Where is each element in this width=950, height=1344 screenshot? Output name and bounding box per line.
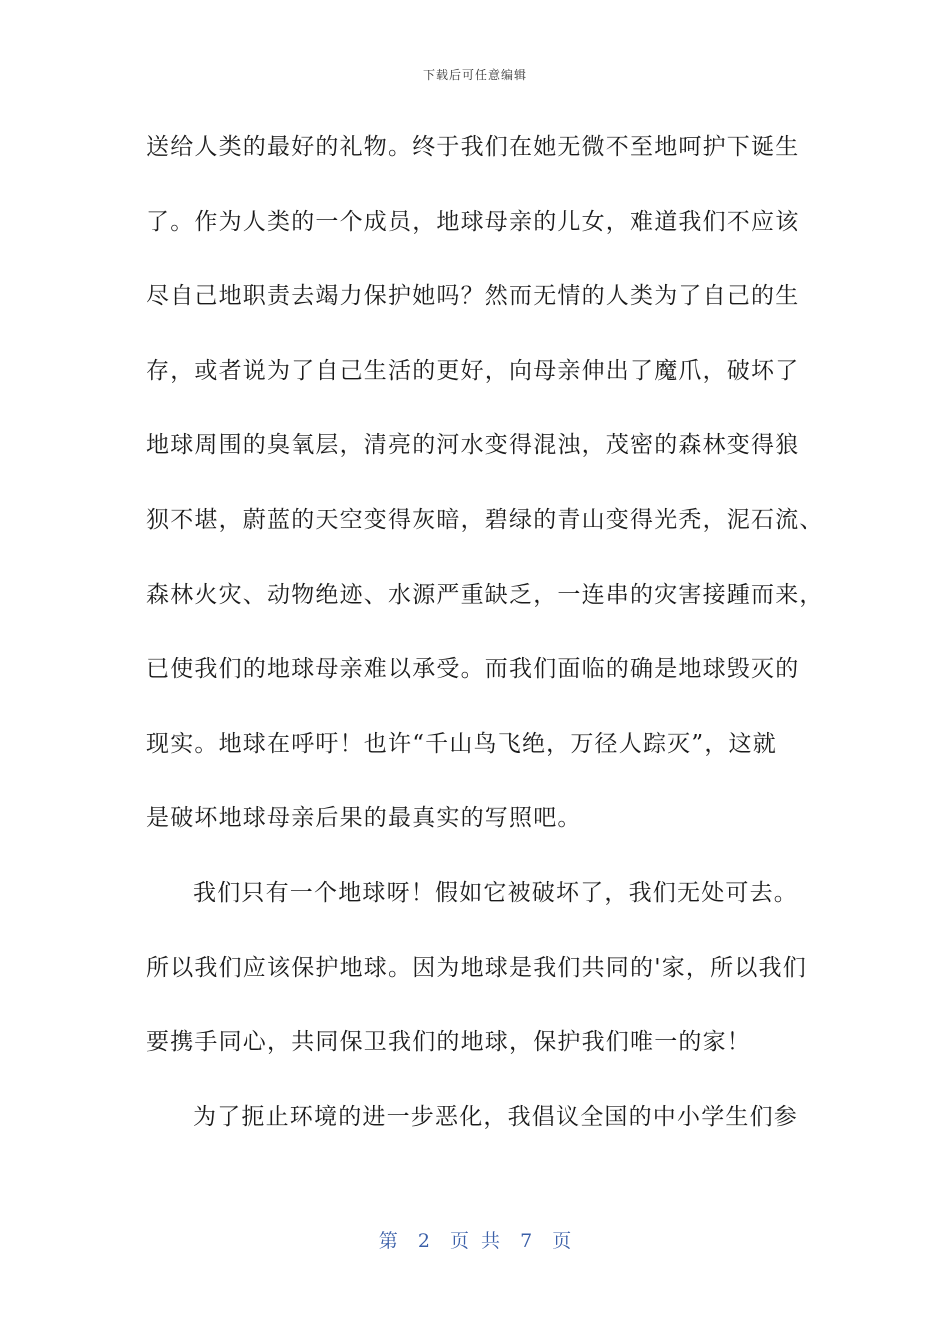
- page-label-mid: 页 共: [449, 1230, 501, 1252]
- text-line: 狈不堪，蔚蓝的天空变得灰暗，碧绿的青山变得光秃，泥石流、: [146, 506, 824, 533]
- text-line: 存，或者说为了自己生活的更好，向母亲伸出了魔爪，破坏了: [146, 357, 800, 384]
- page-header-note: 下载后可任意编辑: [422, 68, 527, 82]
- paragraph-start-line: 为了扼止环境的进一步恶化，我倡议全国的中小学生们参: [193, 1103, 798, 1130]
- text-line: 送给人类的最好的礼物。终于我们在她无微不至地呵护下诞生: [146, 134, 800, 160]
- text-line: 尽自己地职责去竭力保护她吗？然而无情的人类为了自己的生: [146, 283, 800, 310]
- text-line: 已使我们的地球母亲难以承受。而我们面临的确是地球毁灭的: [146, 656, 800, 683]
- total-page-count: 7: [520, 1230, 533, 1252]
- text-line: 现实。地球在呼吁！也许“千山鸟飞绝，万径人踪灭”，这就: [146, 730, 777, 757]
- page-number-footer: [0, 1226, 950, 1253]
- page-label-suffix: 页: [552, 1230, 572, 1252]
- current-page-number: 2: [417, 1230, 430, 1252]
- text-line: 了。作为人类的一个成员，地球母亲的儿女，难道我们不应该: [146, 208, 800, 235]
- paragraph-start-line: 我们只有一个地球呀！假如它被破坏了，我们无处可去。: [193, 879, 798, 906]
- text-line: 是破坏地球母亲后果的最真实的写照吧。: [146, 805, 582, 832]
- text-line: 地球周围的臭氧层，清亮的河水变得混浊，茂密的森林变得狼: [146, 432, 800, 459]
- document-body: [146, 127, 824, 1171]
- text-line: 森林火灾、动物绝迹、水源严重缺乏，一连串的灾害接踵而来，: [146, 581, 824, 608]
- text-line: 要携手同心，共同保卫我们的地球，保护我们唯一的家！: [146, 1029, 751, 1056]
- page-label-prefix: 第: [378, 1230, 398, 1252]
- text-line: 所以我们应该保护地球。因为地球是我们共同的'家，所以我们: [146, 954, 807, 981]
